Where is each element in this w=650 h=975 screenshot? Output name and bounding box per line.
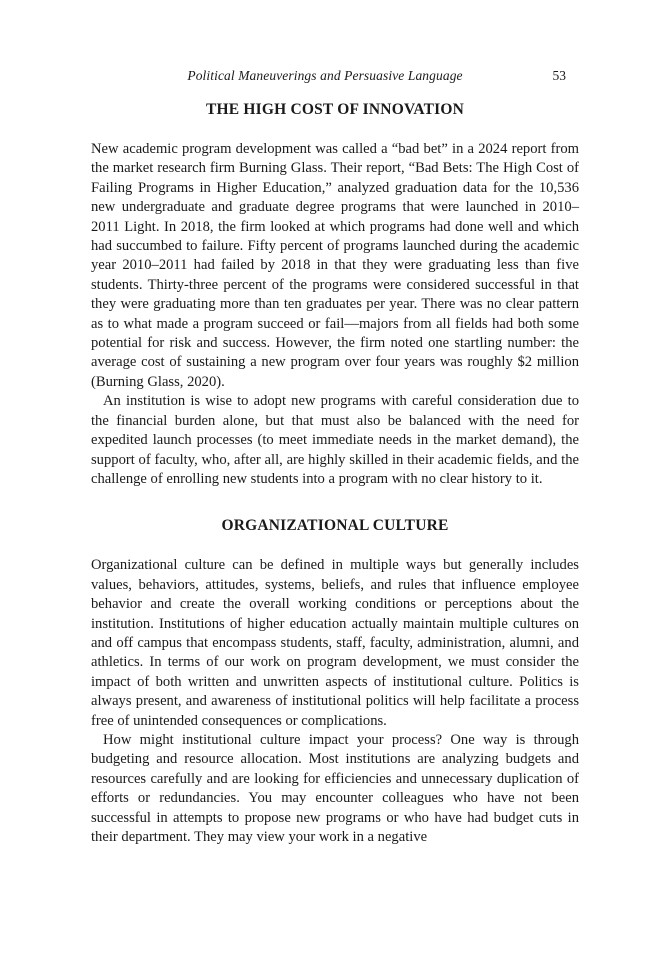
body-paragraph: New academic program development was called a “bad bet” in a 2024 report from the market research firm Burning Glass. Their report, “Bad Bets: The High Cost of Failing Programs in Higher Education,” analyzed graduation data for the 10,536 new undergraduate and graduate degree programs that were launched in 2010–2011 Light. In 2018, the firm looked at which programs had done well and which had succumbed to failure. Fifty percent of programs launched during the academic year 2010–2011 had failed by 2018 in that they were graduating less than five students. Thirty-three percent of the programs were considered successful in that they were graduating more than ten graduates per year. There was no clear pattern as to what made a program succeed or fail—majors from all fields had both some potential for risk and success. However, the firm noted one startling number: the average cost of sustaining a new program over four years was roughly $2 million (Burning Glass, 2020).	[91, 141, 579, 390]
body-paragraph: An institution is wise to adopt new programs with careful consideration due to the financial burden alone, but that must also be balanced with the need for expedited launch processes (to meet immediate needs in the market demand), the support of faculty, who, after all, are highly skilled in their academic fields, and the challenge of enrolling new students into a program with no clear history to it.	[91, 393, 579, 487]
running-head-title: Political Maneuverings and Persuasive Language	[187, 68, 463, 83]
section-heading: ORGANIZATIONAL CULTURE	[221, 517, 449, 535]
page-body	[91, 100, 579, 847]
section-high-cost-of-innovation	[91, 100, 579, 489]
body-paragraph: Organizational culture can be defined in multiple ways but generally includes values, behaviors, attitudes, systems, beliefs, and rules that influence employee behavior and create the overall working conditions or perceptions about the institution. Institutions of higher education actually maintain multiple cultures on and off campus that encompass students, staff, faculty, administration, alumni, and athletics. In terms of our work on program development, we must consider the impact of both written and unwritten aspects of institutional culture. Politics is always present, and awareness of institutional politics will help facilitate a process free of unintended consequences or complications.	[91, 557, 579, 729]
section-organizational-culture	[91, 516, 579, 847]
running-head	[0, 66, 650, 86]
page-number: 53	[552, 68, 566, 83]
body-paragraph: How might institutional culture impact your process? One way is through budgeting and resource allocation. Most institutions are analyzing budgets and resources carefully and are looking for efficiencies and unnecessary duplication of efforts or redundancies. You may encounter colleagues who have not been successful in attempts to propose new programs or who have had budget cuts in their department. They may view your work in a negative	[91, 731, 579, 845]
section-heading: THE HIGH COST OF INNOVATION	[205, 101, 465, 118]
